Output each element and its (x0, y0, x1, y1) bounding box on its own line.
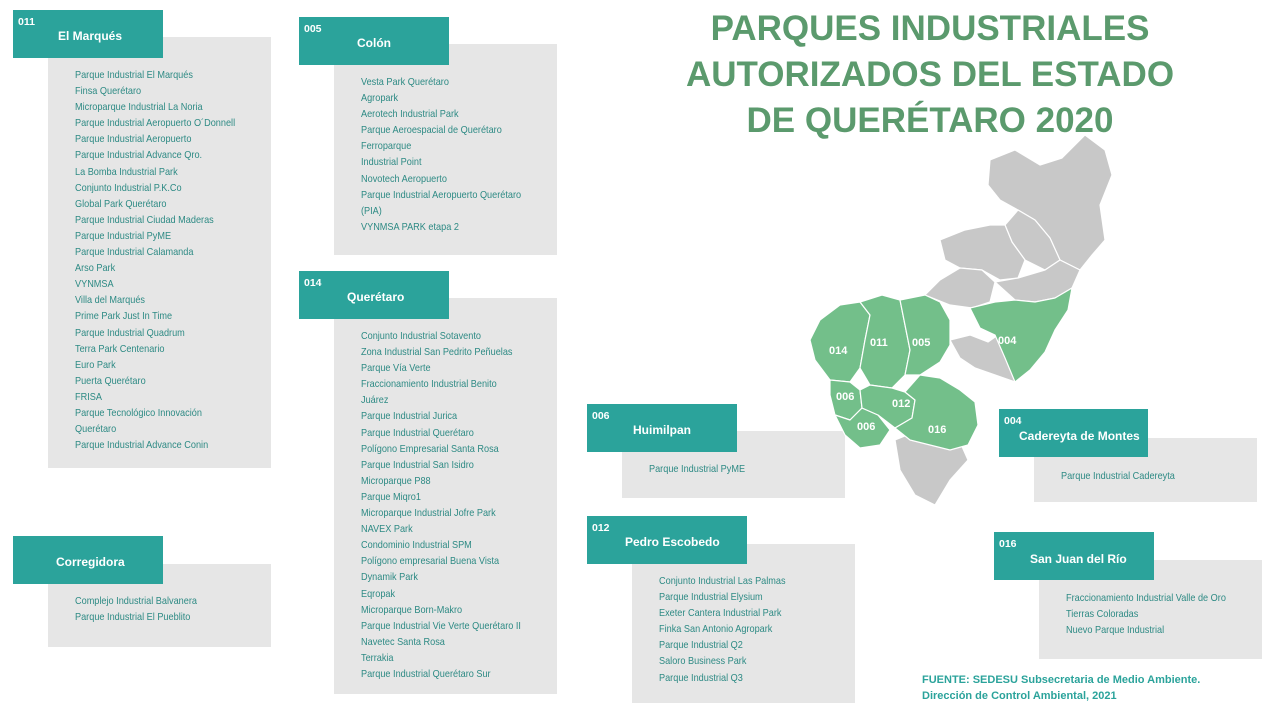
title-line: PARQUES INDUSTRIALES (710, 9, 1150, 48)
park-item: Parque Industrial Advance Conin (75, 440, 209, 452)
map-label-012: 012 (892, 398, 911, 410)
municipio-code: 004 (1004, 415, 1022, 427)
park-list (48, 37, 271, 454)
park-item: Microparque Industrial La Noria (75, 102, 203, 114)
park-item: Conjunto Industrial Las Palmas (659, 576, 786, 587)
municipio-name: Corregidora (56, 555, 125, 569)
park-list (334, 298, 557, 683)
municipio-header-huimilpan (587, 404, 737, 452)
municipio-header-queretaro (299, 271, 449, 319)
park-item: Parque Industrial Jurica (361, 411, 458, 423)
park-item: Finsa Querétaro (75, 86, 142, 98)
park-item: Prime Park Just In Time (75, 311, 173, 323)
municipio-header-el-marques (13, 10, 163, 58)
park-item: Parque Industrial Advance Qro. (75, 150, 203, 162)
municipio-name: San Juan del Río (1030, 552, 1127, 566)
park-item: Parque Industrial San Isidro (361, 459, 474, 471)
park-item: Conjunto Industrial Sotavento (361, 331, 481, 342)
park-item: Querétaro (75, 424, 117, 436)
map-label-005: 005 (912, 337, 931, 349)
park-item: Dynamik Park (361, 572, 418, 584)
municipio-name: Huimilpan (633, 423, 692, 437)
park-item: Vesta Park Querétaro (361, 77, 449, 88)
title-line: DE QUERÉTARO 2020 (746, 101, 1114, 140)
park-list (632, 544, 855, 687)
park-item: Euro Park (75, 359, 116, 371)
park-item: Terrakia (361, 652, 394, 664)
park-item: Navetec Santa Rosa (361, 636, 445, 648)
park-item: Fraccionamiento Industrial Valle de Oro (1066, 593, 1226, 604)
municipio-panel-pedro-escobedo (632, 544, 855, 703)
park-item: Eqropak (361, 588, 396, 600)
municipio-name: Colón (357, 36, 391, 50)
municipio-name: Querétaro (347, 290, 405, 304)
park-item: Parque Industrial Ciudad Maderas (75, 214, 214, 226)
park-item: (PIA) (361, 205, 382, 217)
park-item: Microparque Born-Makro (361, 604, 463, 616)
park-item: Exeter Cantera Industrial Park (659, 608, 782, 620)
park-item: Parque Industrial PyME (649, 464, 746, 475)
municipio-code: 011 (18, 16, 35, 28)
park-item: Terra Park Centenario (75, 343, 165, 355)
municipio-name: Cadereyta de Montes (1019, 429, 1140, 443)
park-item: VYNMSA PARK etapa 2 (361, 221, 459, 233)
park-item: Parque Industrial Elysium (659, 592, 763, 604)
municipio-code: 006 (592, 410, 610, 422)
park-item: Juárez (361, 395, 389, 407)
park-item: NAVEX Park (361, 524, 413, 536)
park-item: Industrial Point (361, 157, 422, 169)
map-label-004: 004 (998, 335, 1017, 347)
park-item: Parque Industrial El Pueblito (75, 612, 191, 624)
municipio-panel-el-marques (48, 37, 271, 468)
municipio-header-corregidora (13, 536, 163, 584)
municipio-name: El Marqués (58, 29, 123, 43)
municipio-code: 016 (999, 538, 1017, 550)
park-list (334, 44, 557, 236)
park-item: Parque Industrial Querétaro (361, 427, 474, 439)
park-item: Agropark (361, 93, 399, 105)
park-item: Parque Industrial Aeropuerto Querétaro (361, 189, 522, 201)
map-label-014: 014 (829, 345, 848, 357)
queretaro-state-map (800, 130, 1130, 510)
municipio-header-pedro-escobedo (587, 516, 747, 564)
municipio-panel-queretaro (334, 298, 557, 694)
park-item: Parque Miqro1 (361, 491, 421, 503)
municipio-header-colon (299, 17, 449, 65)
map-region-005 (900, 295, 950, 375)
park-item: Aerotech Industrial Park (361, 109, 459, 121)
page-title (620, 6, 1240, 144)
map-label-006: 006 (836, 391, 855, 403)
map-label-006: 006 (857, 421, 876, 433)
municipio-code: 014 (304, 277, 322, 289)
park-item: Nuevo Parque Industrial (1066, 625, 1165, 637)
park-item: Parque Industrial Querétaro Sur (361, 668, 491, 680)
park-item: FRISA (75, 391, 102, 403)
park-item: Microparque Industrial Jofre Park (361, 508, 496, 520)
park-item: VYNMSA (75, 279, 114, 291)
park-item: Parque Industrial Q2 (659, 640, 743, 652)
municipio-header-san-juan (994, 532, 1154, 580)
park-item: Parque Tecnológico Innovación (75, 407, 202, 419)
park-item: Arso Park (75, 263, 116, 275)
park-item: Parque Industrial Q3 (659, 672, 743, 684)
municipio-panel-colon (334, 44, 557, 255)
park-item: Parque Industrial PyME (75, 230, 172, 242)
park-item: Fraccionamiento Industrial Benito (361, 379, 497, 391)
municipio-code: 012 (592, 522, 610, 534)
park-item: Novotech Aeropuerto (361, 173, 447, 185)
park-item: Polígono empresarial Buena Vista (361, 556, 500, 568)
park-item: Global Park Querétaro (75, 198, 167, 210)
park-item: Ferroparque (361, 141, 412, 153)
municipio-name: Pedro Escobedo (625, 535, 720, 549)
municipio-code: 005 (304, 23, 322, 35)
park-item: Parque Vía Verte (361, 363, 431, 375)
park-item: Zona Industrial San Pedrito Peñuelas (361, 347, 513, 359)
park-item: Parque Aeroespacial de Querétaro (361, 125, 502, 137)
source-note (922, 672, 1200, 704)
park-item: Parque Industrial El Marqués (75, 70, 193, 81)
park-item: Finka San Antonio Agropark (659, 624, 773, 636)
title-line: AUTORIZADOS DEL ESTADO (685, 55, 1175, 94)
park-item: Saloro Business Park (659, 656, 747, 668)
park-item: Parque Industrial Calamanda (75, 247, 194, 259)
source-line: Dirección de Control Ambiental, 2021 (922, 690, 1117, 702)
park-item: Puerta Querétaro (75, 375, 146, 387)
park-item: Parque Industrial Quadrum (75, 327, 185, 339)
park-item: Microparque P88 (361, 475, 431, 487)
park-item: Tierras Coloradas (1066, 609, 1139, 621)
park-item: La Bomba Industrial Park (75, 166, 178, 178)
park-item: Condominio Industrial SPM (361, 540, 472, 552)
park-item: Conjunto Industrial P.K.Co (75, 182, 182, 194)
park-item: Parque Industrial Aeropuerto (75, 134, 192, 146)
map-label-011: 011 (870, 337, 888, 349)
park-item: Complejo Industrial Balvanera (75, 596, 197, 607)
park-item: Parque Industrial Aeropuerto O´Donnell (75, 118, 236, 130)
park-item: Parque Industrial Vie Verte Querétaro II (361, 620, 521, 632)
park-item: Villa del Marqués (75, 295, 145, 307)
source-line: FUENTE: SEDESU Subsecretaria de Medio Ambiente. (922, 674, 1201, 686)
park-item: Parque Industrial Cadereyta (1061, 471, 1175, 482)
park-item: Polígono Empresarial Santa Rosa (361, 443, 499, 455)
map-label-016: 016 (928, 424, 947, 436)
